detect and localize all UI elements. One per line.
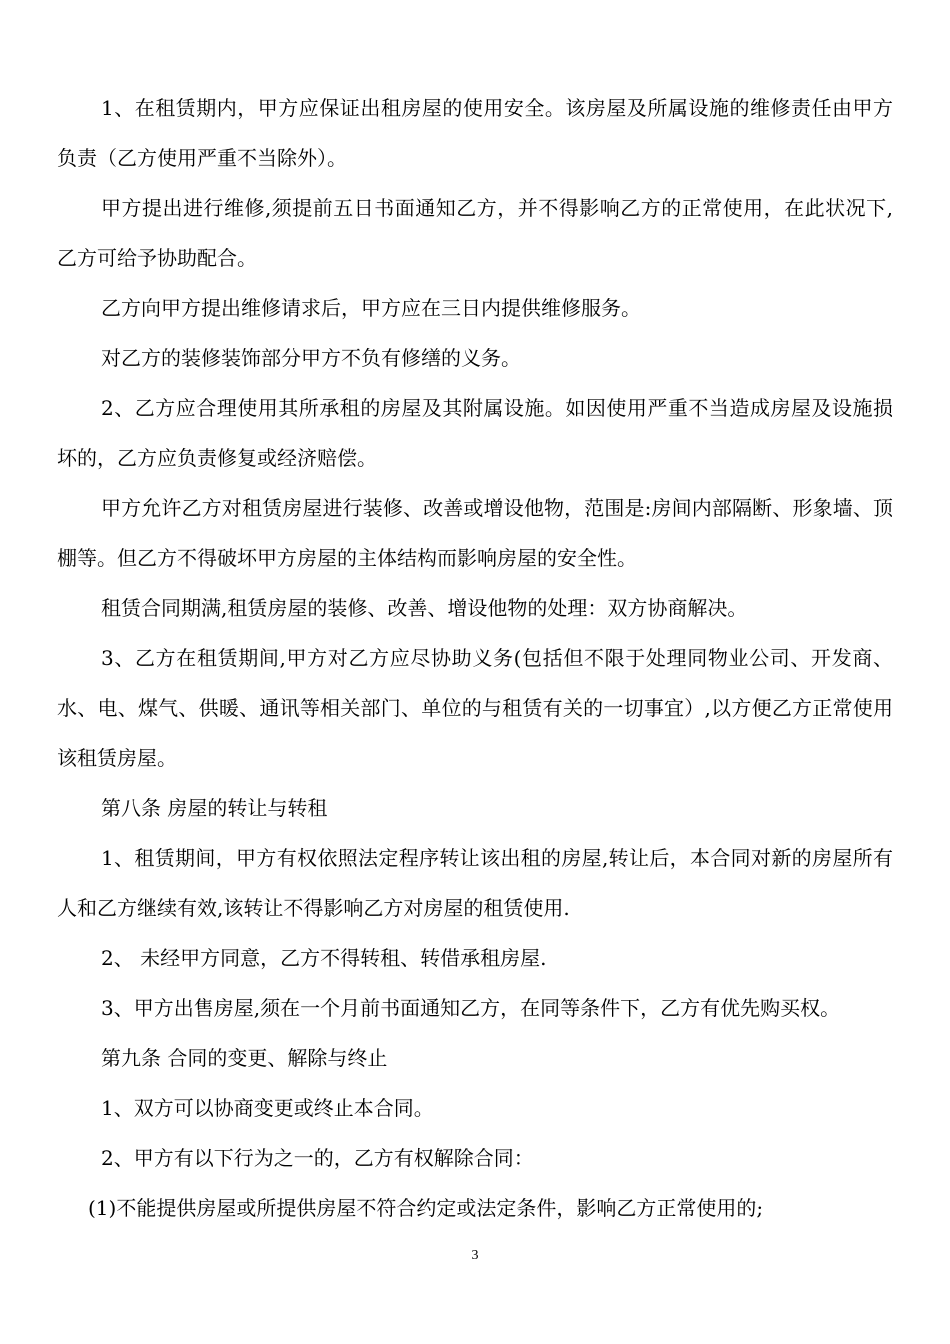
paragraph-transfer-rights: 1、租赁期间，甲方有权依照法定程序转让该出租的房屋,转让后，本合同对新的房屋所有人和乙方继续有效,该转让不得影响乙方对房屋的租赁使用. <box>57 846 893 920</box>
section-heading-article-9: 第九条 合同的变更、解除与终止 <box>101 1046 388 1070</box>
paragraph-termination-conditions: 2、甲方有以下行为之一的，乙方有权解除合同： <box>101 1146 534 1170</box>
paragraph-repair-responsibility: 1、在租赁期内，甲方应保证出租房屋的使用安全。该房屋及所属设施的维修责任由甲方负责（乙方使用严重不当除外）。 <box>57 96 893 170</box>
paragraph-mutual-change: 1、双方可以协商变更或终止本合同。 <box>101 1096 434 1120</box>
page-number: 3 <box>471 1248 479 1263</box>
paragraph-notice-repair: 甲方提出进行维修,须提前五日书面通知乙方，并不得影响乙方的正常使用，在此状况下,乙方可给予协助配合。 <box>57 196 893 270</box>
paragraph-repair-service: 乙方向甲方提出维修请求后，甲方应在三日内提供维修服务。 <box>101 296 641 320</box>
paragraph-reasonable-use: 2、乙方应合理使用其所承租的房屋及其附属设施。如因使用严重不当造成房屋及设施损坏的，乙方应负责修复或经济赔偿。 <box>57 396 893 470</box>
list-item-condition-1: (1)不能提供房屋或所提供房屋不符合约定或法定条件，影响乙方正常使用的; <box>88 1196 764 1220</box>
paragraph-renovation-scope: 甲方允许乙方对租赁房屋进行装修、改善或增设他物，范围是:房间内部隔断、形象墙、顶棚等。但乙方不得破坏甲方房屋的主体结构而影响房屋的安全性。 <box>57 496 893 570</box>
section-heading-article-8: 第八条 房屋的转让与转租 <box>101 796 328 820</box>
paragraph-expiry-handling: 租赁合同期满,租赁房屋的装修、改善、增设他物的处理：双方协商解决。 <box>101 596 748 620</box>
paragraph-decoration-no-repair: 对乙方的装修装饰部分甲方不负有修缮的义务。 <box>101 346 521 370</box>
paragraph-no-sublease: 2、 未经甲方同意，乙方不得转租、转借承租房屋. <box>101 946 547 970</box>
paragraph-preemptive-right: 3、甲方出售房屋,须在一个月前书面通知乙方，在同等条件下，乙方有优先购买权。 <box>101 996 841 1020</box>
paragraph-assistance-obligation: 3、乙方在租赁期间,甲方对乙方应尽协助义务(包括但不限于处理同物业公司、开发商、水、电、煤气、供暖、通讯等相关部门、单位的与租赁有关的一切事宜）,以方便乙方正常使用该租赁房屋。 <box>57 646 893 770</box>
